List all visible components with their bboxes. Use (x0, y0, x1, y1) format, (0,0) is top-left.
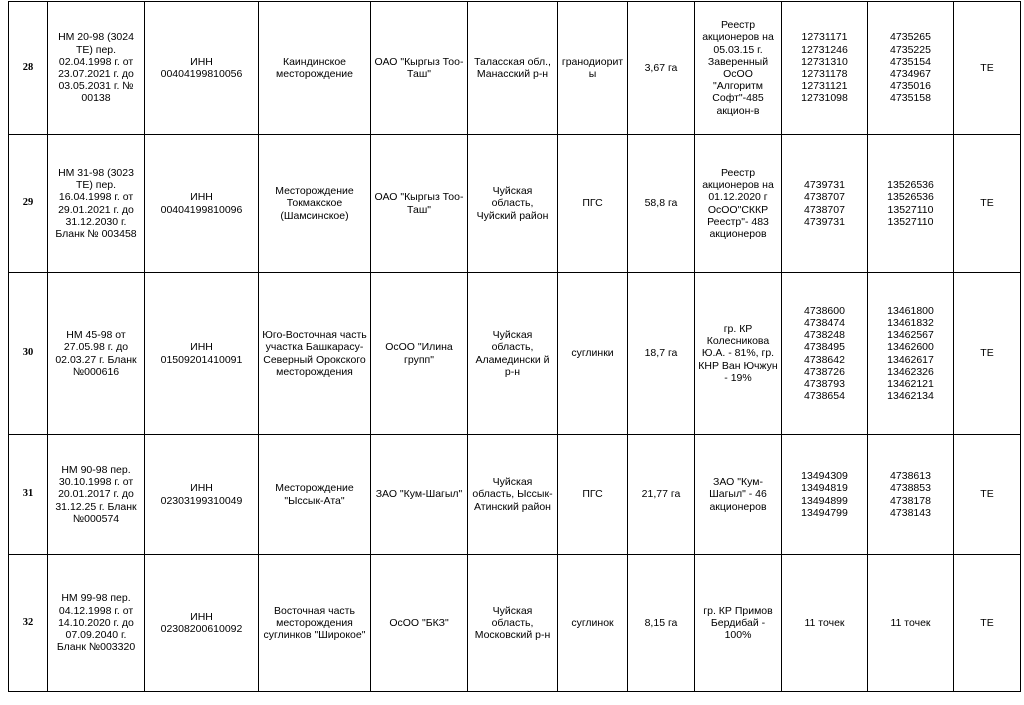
coords-y-cell (868, 2, 954, 135)
license-cell: НМ 90-98 пер. 30.10.1998 г. от 20.01.2017 г. до 31.12.25 г. Бланк №000574 (48, 435, 145, 555)
coords-x-cell (782, 435, 868, 555)
coords-x-cell (782, 135, 868, 273)
row-number: 31 (9, 435, 48, 555)
region-cell: Чуйская область, Чуйский район (468, 135, 558, 273)
company-cell: ОсОО "БКЗ" (371, 555, 468, 692)
table-row (9, 2, 1021, 135)
row-number: 32 (9, 555, 48, 692)
region-cell: Чуйская область, Московский р-н (468, 555, 558, 692)
company-cell: ОсОО "Илина групп" (371, 273, 468, 435)
type-cell: ТЕ (954, 2, 1021, 135)
company-cell: ОАО "Кыргыз Тоо-Таш" (371, 2, 468, 135)
region-cell: Чуйская область, Аламедински й р-н (468, 273, 558, 435)
company-cell: ЗАО "Кум-Шагыл" (371, 435, 468, 555)
license-cell: НМ 99-98 пер. 04.12.1998 г. от 14.10.2020 г. до 07.09.2040 г. Бланк №003320 (48, 555, 145, 692)
coords-x-cell (782, 2, 868, 135)
row-number: 28 (9, 2, 48, 135)
table-row (9, 555, 1021, 692)
coords-y-cell (868, 135, 954, 273)
coords-x-list: 4739731 4738707 4738707 4739731 (804, 179, 845, 228)
region-cell: Таласская обл., Манасский р-н (468, 2, 558, 135)
mineral-cell: ПГС (558, 135, 628, 273)
coords-y-cell (868, 273, 954, 435)
deposit-cell: Каиндинское месторождение (259, 2, 371, 135)
area-cell: 58,8 га (628, 135, 695, 273)
area-cell: 3,67 га (628, 2, 695, 135)
type-cell: ТЕ (954, 273, 1021, 435)
area-cell: 18,7 га (628, 273, 695, 435)
area-cell: 8,15 га (628, 555, 695, 692)
inn-cell: ИНН 02303199310049 (145, 435, 259, 555)
table-row (9, 435, 1021, 555)
license-cell: НМ 20-98 (3024 ТЕ) пер. 02.04.1998 г. от 23.07.2021 г. до 03.05.2031 г. № 00138 (48, 2, 145, 135)
inn-cell: ИНН 00404199810096 (145, 135, 259, 273)
deposit-cell: Месторождение "Ыссык-Ата" (259, 435, 371, 555)
coords-x-list: 13494309 13494819 13494899 13494799 (801, 470, 848, 519)
license-registry-table (8, 1, 1021, 692)
owners-cell: гр. КР Примов Бердибай - 100% (695, 555, 782, 692)
coords-y-list: 4738613 4738853 4738178 4738143 (890, 470, 931, 519)
type-cell: ТЕ (954, 555, 1021, 692)
license-cell: НМ 45-98 от 27.05.98 г. до 02.03.27 г. Бланк №000616 (48, 273, 145, 435)
coords-x-list: 11 точек (804, 616, 845, 629)
type-cell: ТЕ (954, 435, 1021, 555)
area-cell: 21,77 га (628, 435, 695, 555)
table-row (9, 273, 1021, 435)
type-cell: ТЕ (954, 135, 1021, 273)
inn-cell: ИНН 01509201410091 (145, 273, 259, 435)
coords-y-list: 4735265 4735225 4735154 4734967 4735016 4735158 (890, 31, 931, 105)
coords-y-cell (868, 555, 954, 692)
owners-cell: ЗАО "Кум-Шагыл" - 46 акционеров (695, 435, 782, 555)
table-row (9, 135, 1021, 273)
row-number: 29 (9, 135, 48, 273)
owners-cell: Реестр акционеров на 05.03.15 г. Заверенный ОсОО "Алгоритм Софт"-485 акцион-в (695, 2, 782, 135)
deposit-cell: Месторождение Токмакское (Шамсинское) (259, 135, 371, 273)
coords-y-list: 11 точек (890, 616, 931, 629)
license-cell: НМ 31-98 (3023 ТЕ) пер. 16.04.1998 г. от 29.01.2021 г. до 31.12.2030 г. Бланк № 003458 (48, 135, 145, 273)
owners-cell: гр. КР Колесникова Ю.А. - 81%, гр. КНР Ван Ючжун - 19% (695, 273, 782, 435)
coords-y-cell (868, 435, 954, 555)
coords-x-cell (782, 555, 868, 692)
coords-x-cell (782, 273, 868, 435)
owners-cell: Реестр акционеров на 01.12.2020 г ОсОО"СККР Реестр"- 483 акционеров (695, 135, 782, 273)
mineral-cell: ПГС (558, 435, 628, 555)
deposit-cell: Восточная часть месторождения суглинков "Широкое" (259, 555, 371, 692)
company-cell: ОАО "Кыргыз Тоо-Таш" (371, 135, 468, 273)
mineral-cell: суглинки (558, 273, 628, 435)
mineral-cell: гранодиорит ы (558, 2, 628, 135)
mineral-cell: суглинок (558, 555, 628, 692)
coords-y-list: 13526536 13526536 13527110 13527110 (887, 179, 934, 228)
coords-x-list: 12731171 12731246 12731310 12731178 12731121 12731098 (801, 31, 848, 105)
deposit-cell: Юго-Восточная часть участка Башкарасу-Северный Орокского месторождения (259, 273, 371, 435)
coords-x-list: 4738600 4738474 4738248 4738495 4738642 4738726 4738793 4738654 (804, 304, 845, 403)
coords-y-list: 13461800 13461832 13462567 13462600 13462617 13462326 13462121 13462134 (887, 304, 934, 403)
inn-cell: ИНН 00404199810056 (145, 2, 259, 135)
row-number: 30 (9, 273, 48, 435)
region-cell: Чуйская область, Ыссык-Атинский район (468, 435, 558, 555)
inn-cell: ИНН 02308200610092 (145, 555, 259, 692)
